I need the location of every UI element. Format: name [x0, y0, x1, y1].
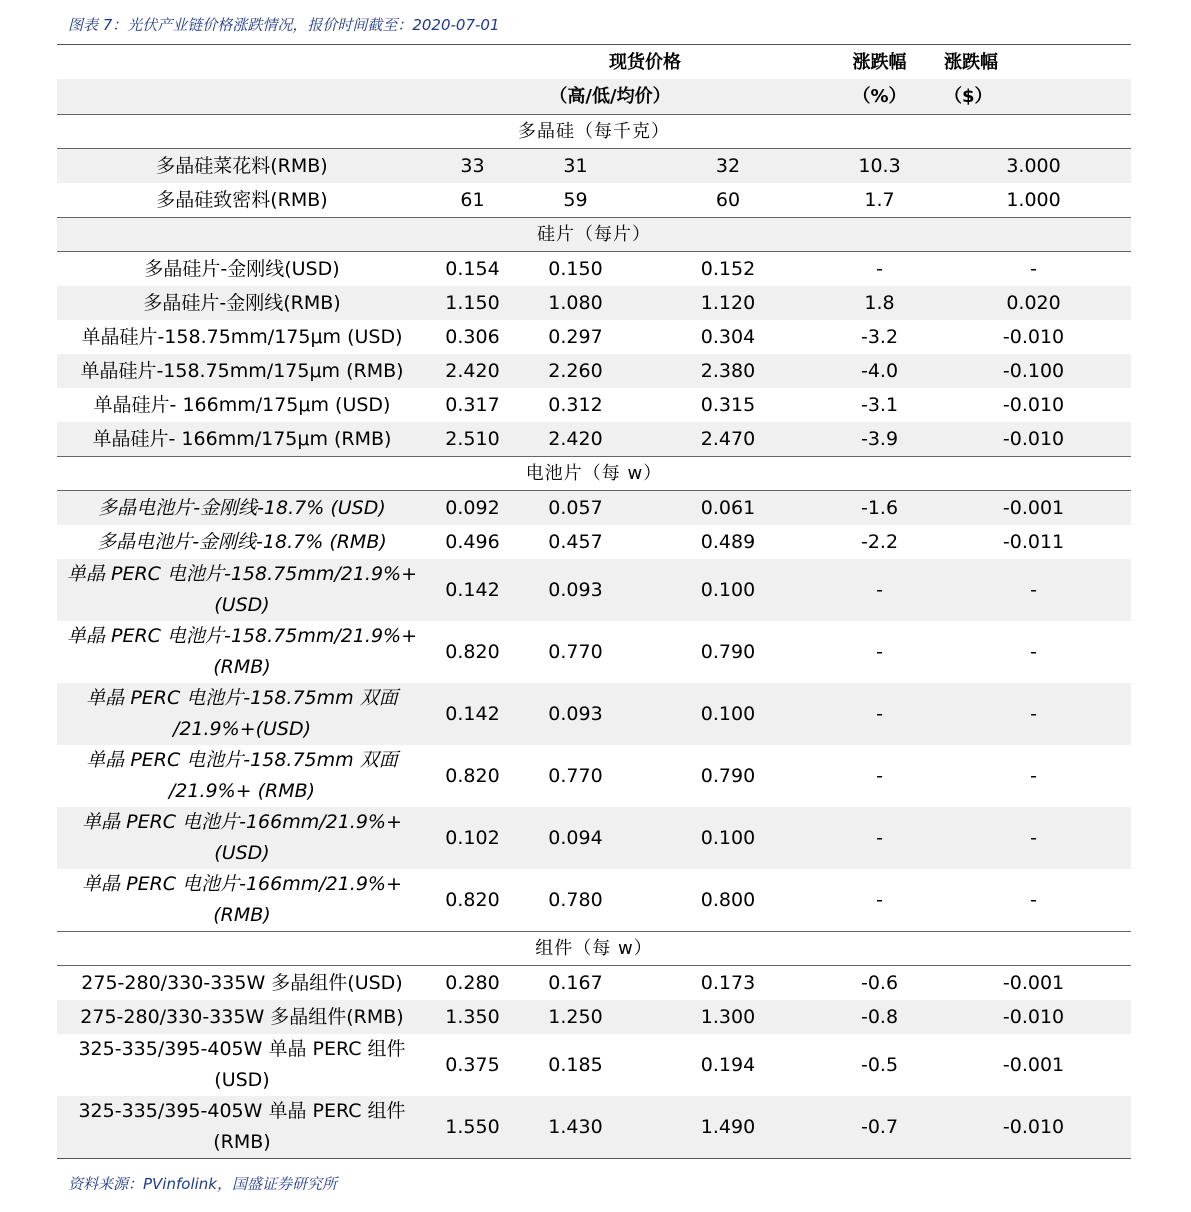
- cell-usd: -0.011: [1002, 530, 1065, 553]
- cell-high: 0.280: [445, 971, 500, 994]
- cell-high: 0.820: [445, 764, 500, 787]
- cell-usd: -: [1030, 640, 1037, 663]
- cell-low: 0.093: [518, 683, 633, 745]
- cell-low: 0.297: [548, 325, 603, 348]
- cell-avg: 0.790: [700, 764, 756, 787]
- cell-pct: -: [823, 683, 936, 745]
- cell-low: 0.770: [548, 640, 603, 663]
- row-name: 单晶 PERC 电池片-158.75mm/21.9%+ (RMB): [66, 625, 418, 678]
- table-row: [57, 807, 1131, 869]
- cell-pct: -3.1: [860, 393, 899, 416]
- price-table: [57, 44, 1131, 1159]
- table-row: [57, 525, 1131, 559]
- cell-avg: 1.120: [633, 286, 823, 320]
- cell-pct: -: [823, 559, 936, 621]
- cell-avg: 0.315: [700, 393, 756, 416]
- cell-pct: -4.0: [823, 354, 936, 388]
- row-name: 275-280/330-335W 多晶组件(RMB): [57, 1000, 427, 1034]
- header-spot-sub: （高/低/均价）: [427, 79, 823, 115]
- row-name: 多晶电池片-金刚线-18.7% (USD): [57, 491, 427, 526]
- section-title: 多晶硅（每千克）: [518, 121, 670, 142]
- table-row: [57, 683, 1131, 745]
- row-name: 单晶硅片-158.75mm/175μm (USD): [81, 325, 403, 348]
- cell-low: 0.167: [548, 971, 603, 994]
- cell-usd: -0.001: [1002, 971, 1065, 994]
- cell-usd: -: [1030, 764, 1037, 787]
- table-row: [57, 869, 1131, 932]
- table-row: [57, 354, 1131, 388]
- cell-low: 2.260: [518, 354, 633, 388]
- cell-usd: -: [936, 683, 1131, 745]
- cell-high: 1.550: [427, 1096, 518, 1159]
- table-row: [57, 422, 1131, 457]
- cell-low: 31: [518, 149, 633, 184]
- cell-high: 61: [460, 188, 485, 211]
- cell-high: 0.142: [427, 559, 518, 621]
- cell-pct: -0.5: [860, 1053, 899, 1076]
- cell-usd: -0.010: [936, 422, 1131, 457]
- row-name: 单晶硅片- 166mm/175μm (RMB): [57, 422, 427, 457]
- cell-pct: -: [876, 764, 883, 787]
- cell-avg: 2.470: [633, 422, 823, 457]
- section-header-polysilicon: [57, 115, 1131, 149]
- section-title: 电池片（每 w）: [525, 463, 663, 484]
- row-name: 单晶 PERC 电池片-158.75mm/21.9%+ (USD): [57, 559, 427, 621]
- cell-pct: -3.2: [860, 325, 899, 348]
- section-header-cell: [57, 457, 1131, 491]
- cell-low: 0.057: [518, 491, 633, 526]
- table-row: [57, 183, 1131, 218]
- cell-avg: 0.100: [633, 683, 823, 745]
- cell-avg: 0.194: [700, 1053, 756, 1076]
- section-header-module: [57, 932, 1131, 966]
- table-row: [57, 491, 1131, 526]
- cell-low: 2.420: [518, 422, 633, 457]
- cell-pct: -1.6: [823, 491, 936, 526]
- cell-low: 59: [563, 188, 588, 211]
- table-row: [57, 320, 1131, 354]
- source-note: 资料来源：PVinfolink，国盛证券研究所: [68, 1175, 337, 1193]
- cell-pct: -0.8: [823, 1000, 936, 1034]
- cell-avg: 0.790: [700, 640, 756, 663]
- cell-avg: 0.100: [633, 559, 823, 621]
- table-row: [57, 149, 1131, 184]
- cell-avg: 0.152: [700, 257, 756, 280]
- cell-pct: -3.9: [823, 422, 936, 457]
- cell-usd: -0.010: [1002, 325, 1065, 348]
- header-change-usd: 涨跌幅: [944, 51, 999, 73]
- cell-low: 1.080: [518, 286, 633, 320]
- header-row: [57, 45, 1131, 80]
- cell-avg: 60: [715, 188, 741, 211]
- cell-high: 1.150: [427, 286, 518, 320]
- cell-usd: -: [936, 559, 1131, 621]
- header-sub-row: [57, 79, 1131, 115]
- cell-pct: -: [823, 807, 936, 869]
- cell-high: 0.317: [445, 393, 500, 416]
- cell-pct: -2.2: [860, 530, 899, 553]
- section-header-wafer: [57, 218, 1131, 252]
- row-name: 单晶 PERC 电池片-158.75mm 双面 /21.9%+(USD): [57, 683, 427, 745]
- cell-avg: 0.173: [700, 971, 756, 994]
- cell-high: 33: [427, 149, 518, 184]
- table-row: [57, 745, 1131, 807]
- header-change-pct: 涨跌幅: [852, 51, 907, 73]
- cell-low: 0.185: [548, 1053, 603, 1076]
- cell-pct: -: [876, 640, 883, 663]
- cell-high: 0.092: [427, 491, 518, 526]
- cell-avg: 0.304: [700, 325, 756, 348]
- cell-pct: -0.7: [823, 1096, 936, 1159]
- cell-avg: 1.490: [633, 1096, 823, 1159]
- cell-usd: -: [1030, 257, 1037, 280]
- cell-pct: -: [876, 888, 883, 911]
- cell-usd: 3.000: [936, 149, 1131, 184]
- row-name: 325-335/395-405W 单晶 PERC 组件 (USD): [78, 1038, 406, 1091]
- cell-high: 0.496: [445, 530, 500, 553]
- cell-low: 0.780: [548, 888, 603, 911]
- cell-usd: -: [936, 807, 1131, 869]
- cell-high: 0.154: [445, 257, 500, 280]
- table-row: [57, 1000, 1131, 1034]
- row-name: 多晶硅片-金刚线(USD): [144, 257, 340, 280]
- row-name: 多晶硅致密料(RMB): [156, 188, 328, 211]
- header-spot-price: 现货价格: [609, 51, 681, 73]
- cell-usd: -0.001: [936, 491, 1131, 526]
- cell-pct: 10.3: [823, 149, 936, 184]
- cell-pct: 1.8: [823, 286, 936, 320]
- cell-high: 0.102: [427, 807, 518, 869]
- row-name: 单晶硅片-158.75mm/175μm (RMB): [57, 354, 427, 388]
- cell-avg: 32: [633, 149, 823, 184]
- cell-usd: -0.010: [936, 1000, 1131, 1034]
- table-row: [57, 388, 1131, 422]
- row-name: 275-280/330-335W 多晶组件(USD): [81, 971, 403, 994]
- table-row: [57, 1096, 1131, 1159]
- row-name: 单晶硅片- 166mm/175μm (USD): [93, 393, 391, 416]
- cell-avg: 0.489: [700, 530, 756, 553]
- cell-avg: 0.800: [700, 888, 756, 911]
- cell-pct: -: [876, 257, 883, 280]
- cell-avg: 0.100: [633, 807, 823, 869]
- cell-low: 0.093: [518, 559, 633, 621]
- figure-caption: 图表 7：光伏产业链价格涨跌情况，报价时间截至：2020-07-01: [68, 16, 500, 34]
- cell-low: 0.312: [548, 393, 603, 416]
- cell-usd: -0.010: [936, 1096, 1131, 1159]
- table-row: [57, 1034, 1131, 1096]
- cell-avg: 0.061: [633, 491, 823, 526]
- cell-pct: 1.7: [864, 188, 895, 211]
- cell-avg: 2.380: [633, 354, 823, 388]
- cell-usd: -0.010: [1002, 393, 1065, 416]
- cell-low: 1.430: [518, 1096, 633, 1159]
- row-name: 多晶硅菜花料(RMB): [57, 149, 427, 184]
- cell-usd: -0.100: [936, 354, 1131, 388]
- cell-low: 0.094: [518, 807, 633, 869]
- cell-high: 0.820: [445, 640, 500, 663]
- cell-high: 0.820: [445, 888, 500, 911]
- cell-usd: -0.001: [1002, 1053, 1065, 1076]
- cell-low: 0.457: [548, 530, 603, 553]
- cell-high: 0.375: [445, 1053, 500, 1076]
- section-title: 组件（每 w）: [535, 938, 653, 959]
- table-row: [57, 559, 1131, 621]
- table-row: [57, 621, 1131, 683]
- cell-low: 0.150: [548, 257, 603, 280]
- row-name: 325-335/395-405W 单晶 PERC 组件 (RMB): [57, 1096, 427, 1159]
- section-title: 硅片（每片）: [57, 218, 1131, 252]
- row-name: 单晶 PERC 电池片-166mm/21.9%+ (RMB): [82, 873, 402, 926]
- cell-pct: -0.6: [860, 971, 899, 994]
- cell-avg: 1.300: [633, 1000, 823, 1034]
- header-usd-sub: （$）: [936, 79, 1131, 115]
- table-row: [57, 252, 1131, 287]
- table-row: [57, 966, 1131, 1001]
- cell-high: 1.350: [427, 1000, 518, 1034]
- row-name: 单晶 PERC 电池片-158.75mm 双面 /21.9%+ (RMB): [86, 749, 398, 802]
- cell-low: 1.250: [518, 1000, 633, 1034]
- cell-usd: -: [1030, 888, 1037, 911]
- cell-high: 0.142: [427, 683, 518, 745]
- cell-low: 0.770: [548, 764, 603, 787]
- header-pct-sub: （%）: [823, 79, 936, 115]
- cell-usd: 1.000: [1006, 188, 1061, 211]
- table-row: [57, 286, 1131, 320]
- cell-usd: 0.020: [936, 286, 1131, 320]
- cell-high: 0.306: [445, 325, 500, 348]
- cell-high: 2.420: [427, 354, 518, 388]
- row-name: 多晶硅片-金刚线(RMB): [57, 286, 427, 320]
- row-name: 单晶 PERC 电池片-166mm/21.9%+ (USD): [57, 807, 427, 869]
- cell-high: 2.510: [427, 422, 518, 457]
- row-name: 多晶电池片-金刚线-18.7% (RMB): [97, 530, 387, 553]
